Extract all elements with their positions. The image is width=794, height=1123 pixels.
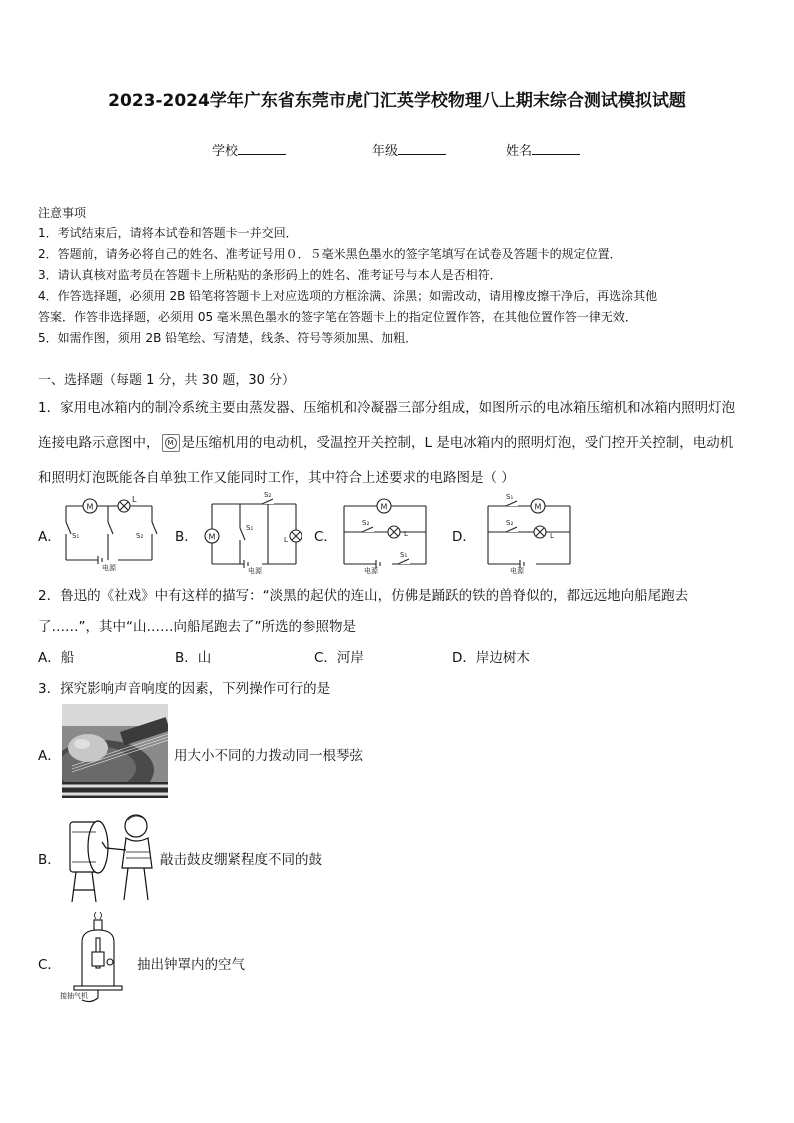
q1-option-c-label[interactable]: C．	[314, 529, 337, 545]
q1-line2	[38, 431, 733, 452]
school-label: 学校	[212, 144, 239, 159]
circuit-d-s2: S₂	[506, 519, 514, 527]
circuit-c-power: 电源	[364, 567, 378, 574]
q3-option-b-label[interactable]: B．	[38, 852, 61, 868]
grade-label: 年级	[372, 144, 399, 159]
circuit-diagram-c	[338, 494, 432, 574]
q3-option-b-text: 敲击鼓皮绷紧程度不同的鼓	[160, 852, 322, 868]
q2-option-b[interactable]: B．山	[175, 650, 212, 666]
circuit-d-s1: S₁	[506, 493, 514, 501]
notice-item: 3．请认真核对监考员在答题卡上所粘贴的条形码上的姓名、准考证号与本人是否相符．	[38, 268, 502, 282]
circuit-c-motor: M	[380, 502, 388, 512]
circuit-d-lamp: L	[550, 532, 554, 540]
bell-jar-illustration	[60, 912, 134, 1006]
section-heading: 一、选择题（每题 1 分，共 30 题，30 分）	[38, 373, 296, 388]
circuit-a-lamp: L	[132, 495, 137, 504]
circuit-diagram-d	[482, 492, 576, 574]
notice-item: 4．作答选择题，必须用 2B 铅笔将答题卡上对应选项的方框涂满、涂黑；如需改动，请用橡皮擦干净后，再选涂其他	[38, 289, 658, 303]
guitar-photo	[62, 704, 168, 798]
circuit-c-lamp: L	[404, 530, 408, 538]
circuit-a-motor: M	[86, 502, 94, 512]
q2-option-c[interactable]: C．河岸	[314, 650, 364, 666]
grade-blank[interactable]	[398, 141, 446, 155]
q1-line2a: 连接电路示意图中，	[38, 435, 160, 451]
notice-item: 2．答题前，请务必将自己的姓名、准考证号用０．５毫米黑色墨水的签字笔填写在试卷及答题卡的规定位置．	[38, 247, 622, 261]
circuit-a-s1: S₁	[72, 532, 80, 540]
name-field	[506, 140, 580, 159]
circuit-a-power: 电源	[102, 564, 116, 572]
q3-option-c-text: 抽出钟罩内的空气	[137, 957, 245, 973]
q2-line2: 了……”，其中“山……向船尾跑去了”所选的参照物是	[38, 619, 356, 635]
name-label: 姓名	[506, 144, 533, 159]
circuit-b-lamp: L	[284, 536, 288, 544]
circuit-b-motor: M	[208, 532, 216, 542]
q1-line2b: 是压缩机用的电动机，受温控开关控制，L 是电冰箱内的照明灯泡，受门控开关控制，电动机	[181, 435, 734, 451]
q3-option-a-label[interactable]: A．	[38, 748, 61, 764]
page-title: 2023-2024学年广东省东莞市虎门汇英学校物理八上期末综合测试模拟试题	[108, 91, 686, 111]
school-blank[interactable]	[238, 141, 286, 155]
notice-heading: 注意事项	[38, 206, 87, 220]
circuit-d-power: 电源	[510, 567, 524, 574]
notice-item: 答案．作答非选择题，必须用 05 毫米黑色墨水的签字笔在答题卡上的指定位置作答，在其他位置作答一律无效．	[38, 310, 637, 324]
q1-line3: 和照明灯泡既能各自单独工作又能同时工作，其中符合上述要求的电路图是（ ）	[38, 470, 515, 486]
circuit-diagram-b	[200, 492, 302, 574]
q3-option-a-text: 用大小不同的力拨动同一根琴弦	[174, 748, 363, 764]
circuit-c-s1: S₁	[400, 551, 408, 559]
notice-item: 5．如需作图，须用 2B 铅笔绘、写清楚，线条、符号等须加黑、加粗．	[38, 331, 418, 345]
circuit-a-s2: S₂	[136, 532, 144, 540]
circuit-b-s2: S₂	[264, 492, 272, 499]
circuit-c-s2: S₂	[362, 519, 370, 527]
school-field	[212, 140, 286, 159]
circuit-diagram-a	[58, 494, 160, 572]
q1-option-d-label[interactable]: D．	[452, 529, 476, 545]
q2-option-a[interactable]: A．船	[38, 650, 75, 666]
circuit-b-s1: S₁	[246, 524, 254, 532]
q1-option-b-label[interactable]: B．	[175, 529, 198, 545]
q3-option-c-label[interactable]: C．	[38, 957, 61, 973]
pump-label: 接抽气机	[60, 992, 88, 1000]
motor-symbol-icon: M	[162, 434, 180, 452]
circuit-b-power: 电源	[248, 567, 262, 574]
q2-line1: 2．鲁迅的《社戏》中有这样的描写：“淡黑的起伏的连山，仿佛是踊跃的铁的兽脊似的，都远远地向船尾跑去	[38, 588, 689, 604]
circuit-d-motor: M	[534, 502, 542, 512]
drum-illustration	[62, 808, 160, 902]
name-blank[interactable]	[532, 141, 580, 155]
q1-option-a-label[interactable]: A．	[38, 529, 61, 545]
notice-item: 1．考试结束后，请将本试卷和答题卡一并交回．	[38, 226, 298, 240]
q2-option-d[interactable]: D．岸边树木	[452, 650, 530, 666]
q3-stem: 3．探究影响声音响度的因素，下列操作可行的是	[38, 681, 331, 697]
q1-line1: 1．家用电冰箱内的制冷系统主要由蒸发器、压缩机和冷凝器三部分组成，如图所示的电冰箱压缩机和冰箱内照明灯泡	[38, 400, 736, 416]
grade-field	[372, 140, 446, 159]
